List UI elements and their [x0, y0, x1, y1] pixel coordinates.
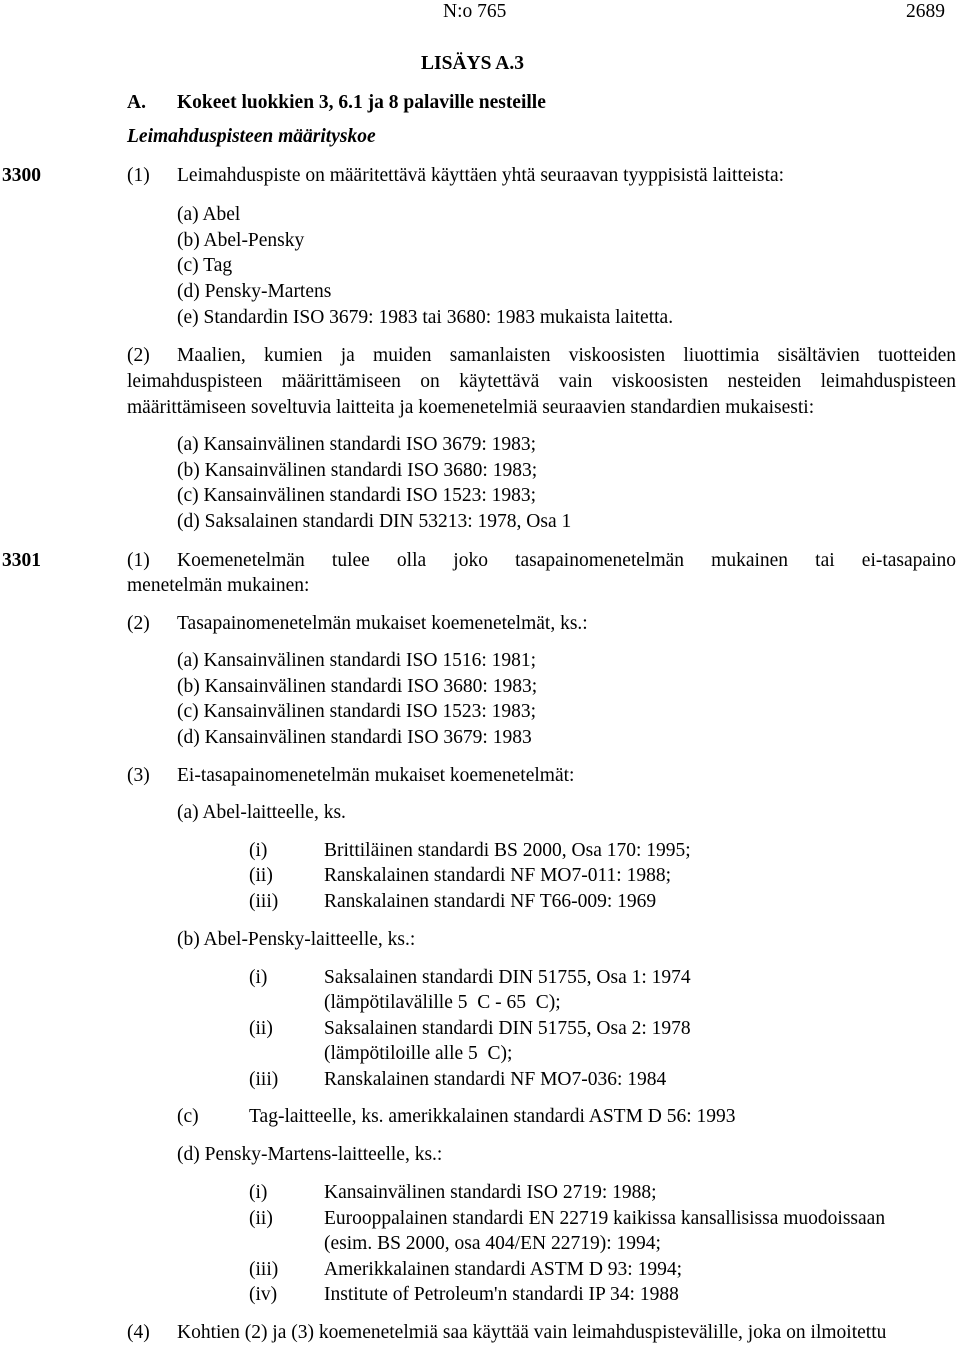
list-item: (b) Kansainvälinen standardi ISO 3680: 1983; [177, 676, 538, 697]
sublist-item: Institute of Petroleum'n standardi IP 34: 1988 [324, 1284, 679, 1305]
roman-numeral: (iii) [249, 891, 279, 912]
marginal-number-3301: 3301 [2, 550, 41, 571]
paragraph-text: Koemenetelmän tulee olla joko tasapainomenetelmän mukainen tai ei-tasapaino [177, 550, 956, 571]
subheading: Leimahduspisteen määrityskoe [127, 126, 376, 147]
paragraph-label: (1) [127, 165, 150, 186]
roman-numeral: (iii) [249, 1069, 279, 1090]
list-item: (b) Kansainvälinen standardi ISO 3680: 1983; [177, 460, 538, 481]
sublist-title: (b) Abel-Pensky-laitteelle, ks.: [177, 929, 416, 950]
sublist-item: Saksalainen standardi DIN 51755, Osa 1: 1974 [324, 967, 691, 988]
section-letter: A. [127, 92, 146, 113]
marginal-number-3300: 3300 [2, 165, 41, 186]
paragraph-text: Maalien, kumien ja muiden samanlaisten viskoosisten liuottimia sisältävien tuotteiden [177, 345, 956, 366]
paragraph-text: Kohtien (2) ja (3) koemenetelmiä saa käyttää vain leimahduspistevälille, joka on ilmoitettu [177, 1322, 887, 1343]
list-item: (a) Kansainvälinen standardi ISO 1516: 1981; [177, 650, 537, 671]
paragraph-label: (2) [127, 613, 150, 634]
sublist-item-continuation: (lämpötiloille alle 5 C); [324, 1043, 513, 1064]
list-item: (a) Abel [177, 204, 241, 225]
roman-numeral: (i) [249, 967, 268, 988]
section-title: Kokeet luokkien 3, 6.1 ja 8 palaville nesteille [177, 92, 546, 113]
list-item: (d) Pensky-Martens [177, 281, 332, 302]
roman-numeral: (iii) [249, 1259, 279, 1280]
sublist-label: (c) [177, 1106, 199, 1127]
list-item: (c) Kansainvälinen standardi ISO 1523: 1983; [177, 701, 537, 722]
sublist-item-continuation: (lämpötilavälille 5 C - 65 C); [324, 992, 561, 1013]
roman-numeral: (i) [249, 840, 268, 861]
paragraph-text: Tasapainomenetelmän mukaiset koemenetelmät, ks.: [177, 613, 588, 634]
list-item: (d) Saksalainen standardi DIN 53213: 1978, Osa 1 [177, 511, 572, 532]
sublist-item: Ranskalainen standardi NF T66-009: 1969 [324, 891, 657, 912]
list-item: (c) Tag [177, 255, 233, 276]
list-item: (d) Kansainvälinen standardi ISO 3679: 1983 [177, 727, 532, 748]
annex-title: LISÄYS A.3 [421, 53, 524, 74]
sublist-item: Ranskalainen standardi NF MO7-011: 1988; [324, 865, 671, 886]
paragraph-text: Ei-tasapainomenetelmän mukaiset koemenetelmät: [177, 765, 575, 786]
roman-numeral: (i) [249, 1182, 268, 1203]
page-number: 2689 [906, 1, 945, 22]
paragraph-text: leimahduspisteen määrittämiseen on käytettävä vain viskoosisten nesteiden leimahduspisteen [127, 371, 956, 392]
list-item: (b) Abel-Pensky [177, 230, 305, 251]
page-reference: N:o 765 [443, 1, 507, 22]
roman-numeral: (ii) [249, 1018, 273, 1039]
sublist-item: Ranskalainen standardi NF MO7-036: 1984 [324, 1069, 667, 1090]
paragraph-label: (4) [127, 1322, 150, 1343]
sublist-item: Brittiläinen standardi BS 2000, Osa 170: 1995; [324, 840, 691, 861]
list-item: (c) Kansainvälinen standardi ISO 1523: 1983; [177, 485, 537, 506]
sublist-item: Amerikkalainen standardi ASTM D 93: 1994; [324, 1259, 682, 1280]
paragraph-text: Leimahduspiste on määritettävä käyttäen yhtä seuraavan tyyppisistä laitteista: [177, 165, 785, 186]
roman-numeral: (ii) [249, 865, 273, 886]
sublist-item: Kansainvälinen standardi ISO 2719: 1988; [324, 1182, 657, 1203]
sublist-title: Tag-laitteelle, ks. amerikkalainen standardi ASTM D 56: 1993 [249, 1106, 736, 1127]
paragraph-text: menetelmän mukainen: [127, 575, 310, 596]
sublist-item: Saksalainen standardi DIN 51755, Osa 2: 1978 [324, 1018, 691, 1039]
roman-numeral: (iv) [249, 1284, 278, 1305]
list-item: (a) Kansainvälinen standardi ISO 3679: 1983; [177, 434, 537, 455]
paragraph-label: (2) [127, 345, 150, 366]
sublist-title: (a) Abel-laitteelle, ks. [177, 802, 346, 823]
paragraph-text: määrittämiseen soveltuvia laitteita ja koemenetelmiä seuraavien standardien mukaisesti: [127, 397, 815, 418]
sublist-title: (d) Pensky-Martens-laitteelle, ks.: [177, 1144, 443, 1165]
roman-numeral: (ii) [249, 1208, 273, 1229]
paragraph-label: (1) [127, 550, 150, 571]
paragraph-label: (3) [127, 765, 150, 786]
list-item: (e) Standardin ISO 3679: 1983 tai 3680: 1983 mukaista laitetta. [177, 307, 674, 328]
sublist-item-continuation: (esim. BS 2000, osa 404/EN 22719): 1994; [324, 1233, 661, 1254]
sublist-item: Eurooppalainen standardi EN 22719 kaikissa kansallisissa muodoissaan [324, 1208, 886, 1229]
